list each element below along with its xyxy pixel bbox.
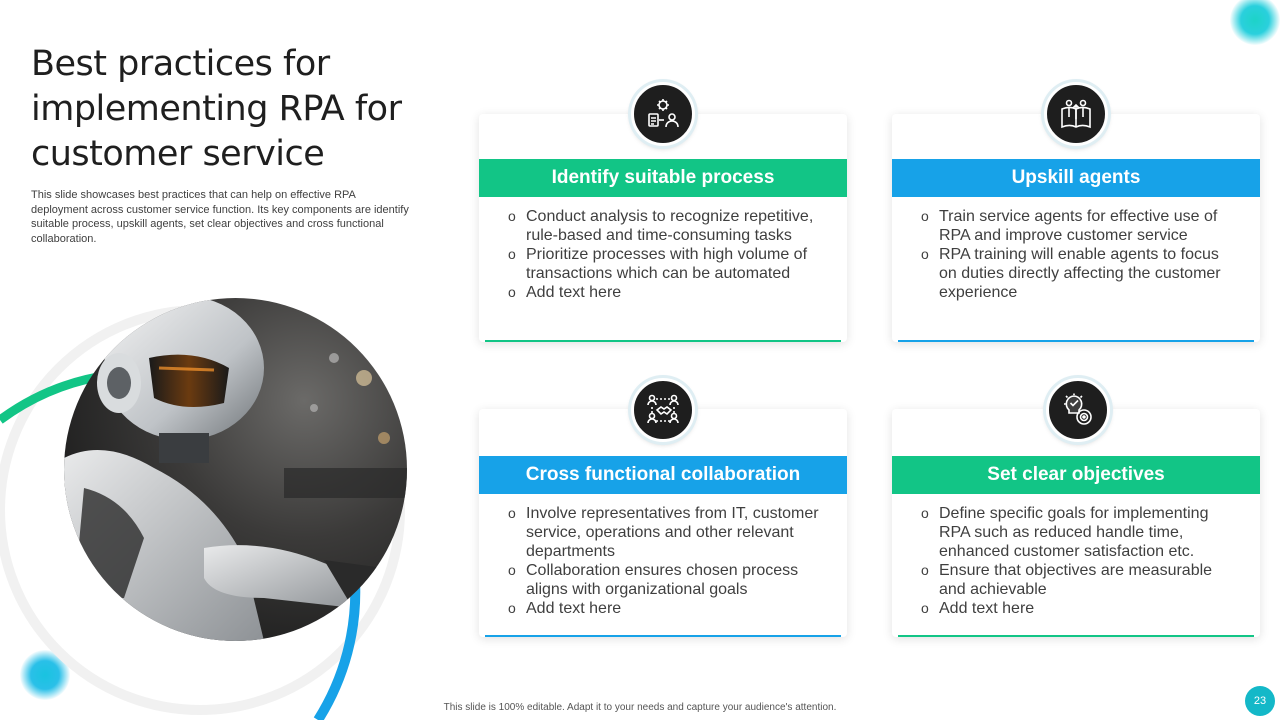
- list-item: o Define specific goals for implementing RPA such as reduced handle time, enhanced customer satisfaction etc.: [919, 504, 1239, 561]
- robot-photo: [64, 298, 407, 641]
- slide-subtitle: This slide showcases best practices that can help on effective RPA deployment across customer service function. Its key components are identify suitable process, upskill agents, set clear objectives and cross functional collaboration.: [31, 189, 409, 245]
- footer-note: This slide is 100% editable. Adapt it to your needs and capture your audience's attention.: [443, 702, 837, 713]
- list-item: o Collaboration ensures chosen process aligns with organizational goals: [506, 561, 826, 599]
- slide-title: Best practices for implementing RPA for customer service: [31, 44, 402, 174]
- list-item: o Ensure that objectives are measurable and achievable: [919, 561, 1239, 599]
- card-clear-objectives: [892, 409, 1260, 637]
- bullet-list: [919, 207, 1239, 302]
- card-heading: Set clear objectives: [892, 456, 1260, 494]
- list-item: o Conduct analysis to recognize repetitive, rule-based and time-consuming tasks: [506, 207, 826, 245]
- card-upskill-agents: [892, 114, 1260, 342]
- bullet-list: [506, 504, 826, 618]
- decorative-glow-top-right: [1230, 0, 1280, 45]
- list-item: o Prioritize processes with high volume of transactions which can be automated: [506, 245, 826, 283]
- list-item: o Add text here: [919, 599, 1239, 618]
- process-gear-icon: [631, 82, 695, 146]
- card-bottom-accent: [898, 635, 1254, 637]
- list-item: o Involve representatives from IT, customer service, operations and other relevant departments: [506, 504, 826, 561]
- target-objective-icon: [1046, 378, 1110, 442]
- card-bottom-accent: [485, 340, 841, 342]
- card-bottom-accent: [898, 340, 1254, 342]
- list-item: o RPA training will enable agents to focus on duties directly affecting the customer experience: [919, 245, 1239, 302]
- card-heading: Identify suitable process: [479, 159, 847, 197]
- card-heading: Cross functional collaboration: [479, 456, 847, 494]
- list-item: o Add text here: [506, 283, 826, 302]
- card-identify-process: [479, 114, 847, 342]
- page-number-badge: 23: [1245, 686, 1275, 716]
- card-cross-functional: [479, 409, 847, 637]
- team-handshake-icon: [631, 378, 695, 442]
- list-item: o Add text here: [506, 599, 826, 618]
- card-bottom-accent: [485, 635, 841, 637]
- training-book-icon: [1044, 82, 1108, 146]
- bullet-list: [919, 504, 1239, 618]
- list-item: o Train service agents for effective use of RPA and improve customer service: [919, 207, 1239, 245]
- bullet-list: [506, 207, 826, 302]
- card-heading: Upskill agents: [892, 159, 1260, 197]
